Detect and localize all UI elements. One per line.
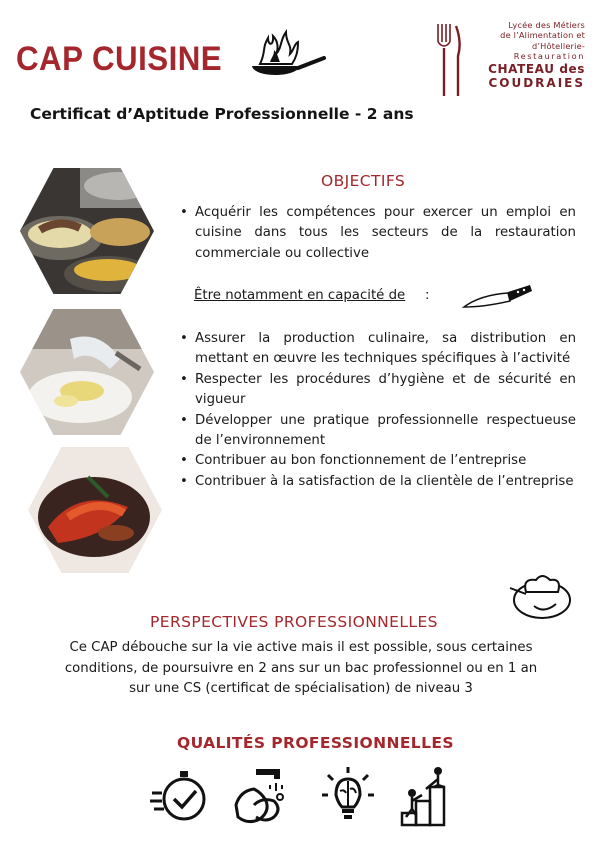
stopwatch-check-icon xyxy=(150,765,210,827)
capacity-label: Être notamment en capacité de xyxy=(194,288,406,303)
logo-line-6: COUDRAIES xyxy=(488,75,585,90)
list-item: • Respecter les procédures d’hygiène et de sécurité en vigueur xyxy=(180,370,576,411)
school-name xyxy=(460,20,585,90)
logo-line-3: d’Hôtellerie- xyxy=(531,40,585,51)
objectives-capacity-list xyxy=(180,329,576,492)
logo-line-5: CHATEAU des xyxy=(488,61,585,76)
logo-line-1: Lycée des Métiers xyxy=(508,20,585,30)
page-subtitle: Certificat d’Aptitude Professionnelle - 2 ans xyxy=(30,105,414,123)
list-item: • Contribuer au bon fonctionnement de l’entreprise xyxy=(180,451,576,471)
list-item: • Acquérir les compétences pour exercer un emploi en cuisine dans tous les secteurs de la restauration commerciale ou collective xyxy=(180,203,576,264)
hand-washing-icon xyxy=(230,765,290,827)
knife-icon xyxy=(460,281,532,313)
objectives-intro-list xyxy=(180,203,576,264)
perspectives-heading: PERSPECTIVES PROFESSIONNELLES xyxy=(150,613,438,631)
flaming-pan-icon xyxy=(246,22,328,84)
photo-lobster-plate xyxy=(28,447,162,573)
chef-hat-icon xyxy=(504,570,576,622)
perspectives-text: Ce CAP débouche sur la vie active mais il est possible, sous certaines conditions, de poursuivre en 2 ans sur un bac professionnel ou en 1 an sur une CS (certificat de spécialisation) de niveau 3 xyxy=(64,640,538,696)
lightbulb-brain-icon xyxy=(318,765,378,827)
logo-line-4: Restauration xyxy=(513,51,585,62)
qualities-heading: QUALITÉS PROFESSIONNELLES xyxy=(177,734,454,752)
page-title: CAP CUISINE xyxy=(16,40,223,78)
objectives-heading: OBJECTIFS xyxy=(321,172,406,190)
list-item: • Assurer la production culinaire, sa distribution en mettant en œuvre les techniques spécifiques à l’activité xyxy=(180,329,576,370)
teamwork-climb-icon xyxy=(398,765,458,827)
photo-plating-dish xyxy=(20,309,154,435)
capacity-colon: : xyxy=(425,288,430,303)
list-item: • Développer une pratique professionnelle respectueuse de l’environnement xyxy=(180,411,576,452)
list-item: • Contribuer à la satisfaction de la clientèle de l’entreprise xyxy=(180,472,576,492)
photo-cooking-pans xyxy=(20,168,154,294)
logo-line-2: de l’Alimentation et xyxy=(500,30,585,41)
